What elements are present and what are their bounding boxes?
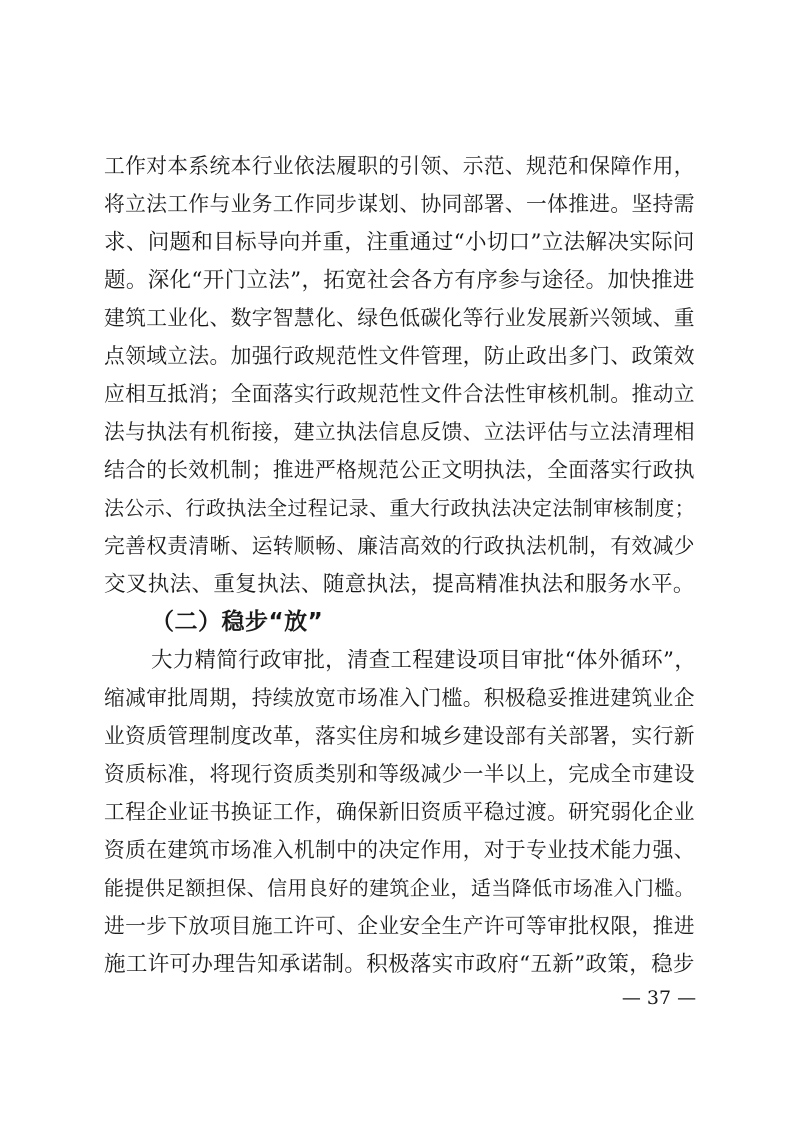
paragraph-line: 建筑工业化、数字智慧化、绿色低碳化等行业发展新兴领域、重 xyxy=(104,306,695,330)
paragraph-line: 缩减审批周期，持续放宽市场准入门槛。积极稳妥推进建筑业企 xyxy=(104,686,695,710)
paragraph-line: 能提供足额担保、信用良好的建筑企业，适当降低市场准入门槛。 xyxy=(104,876,696,900)
page-number: — 37 — xyxy=(621,987,697,1009)
paragraph-line: 交叉执法、重复执法、随意执法，提高精准执法和服务水平。 xyxy=(104,572,695,597)
paragraph-line: 应相互抵消；全面落实行政规范性文件合法性审核机制。推动立 xyxy=(104,382,695,406)
paragraph-line: 大力精简行政审批，清查工程建设项目审批“体外循环”， xyxy=(151,648,697,673)
paragraph-line: 完善权责清晰、运转顺畅、廉洁高效的行政执法机制，有效减少 xyxy=(104,534,695,558)
paragraph-line: 将立法工作与业务工作同步谋划、协同部署、一体推进。坚持需 xyxy=(104,192,695,216)
paragraph-line: 结合的长效机制；推进严格规范公正文明执法，全面落实行政执 xyxy=(104,458,695,482)
paragraph-line: 法与执法有机衔接，建立执法信息反馈、立法评估与立法清理相 xyxy=(104,420,695,444)
paragraph-line: 求、问题和目标导向并重，注重通过“小切口”立法解决实际问 xyxy=(104,230,695,255)
paragraph-line: 题。深化“开门立法”，拓宽社会各方有序参与途径。加快推进 xyxy=(104,268,695,293)
paragraph-line: 工程企业证书换证工作，确保新旧资质平稳过渡。研究弱化企业 xyxy=(104,800,695,824)
paragraph-line: 施工许可办理告知承诺制。积极落实市政府“五新”政策，稳步 xyxy=(104,952,695,977)
section-heading: （二）稳步“放” xyxy=(151,609,324,635)
paragraph-line: 点领域立法。加强行政规范性文件管理，防止政出多门、政策效 xyxy=(104,344,695,368)
paragraph-line: 工作对本系统本行业依法履职的引领、示范、规范和保障作用， xyxy=(104,154,695,178)
paragraph-line: 资质在建筑市场准入机制中的决定作用，对于专业技术能力强、 xyxy=(104,838,695,862)
paragraph-line: 资质标准，将现行资质类别和等级减少一半以上，完成全市建设 xyxy=(104,762,695,786)
paragraph-line: 业资质管理制度改革，落实住房和城乡建设部有关部署，实行新 xyxy=(104,724,695,748)
paragraph-line: 法公示、行政执法全过程记录、重大行政执法决定法制审核制度； xyxy=(104,496,696,520)
paragraph-line: 进一步下放项目施工许可、企业安全生产许可等审批权限，推进 xyxy=(104,914,695,938)
